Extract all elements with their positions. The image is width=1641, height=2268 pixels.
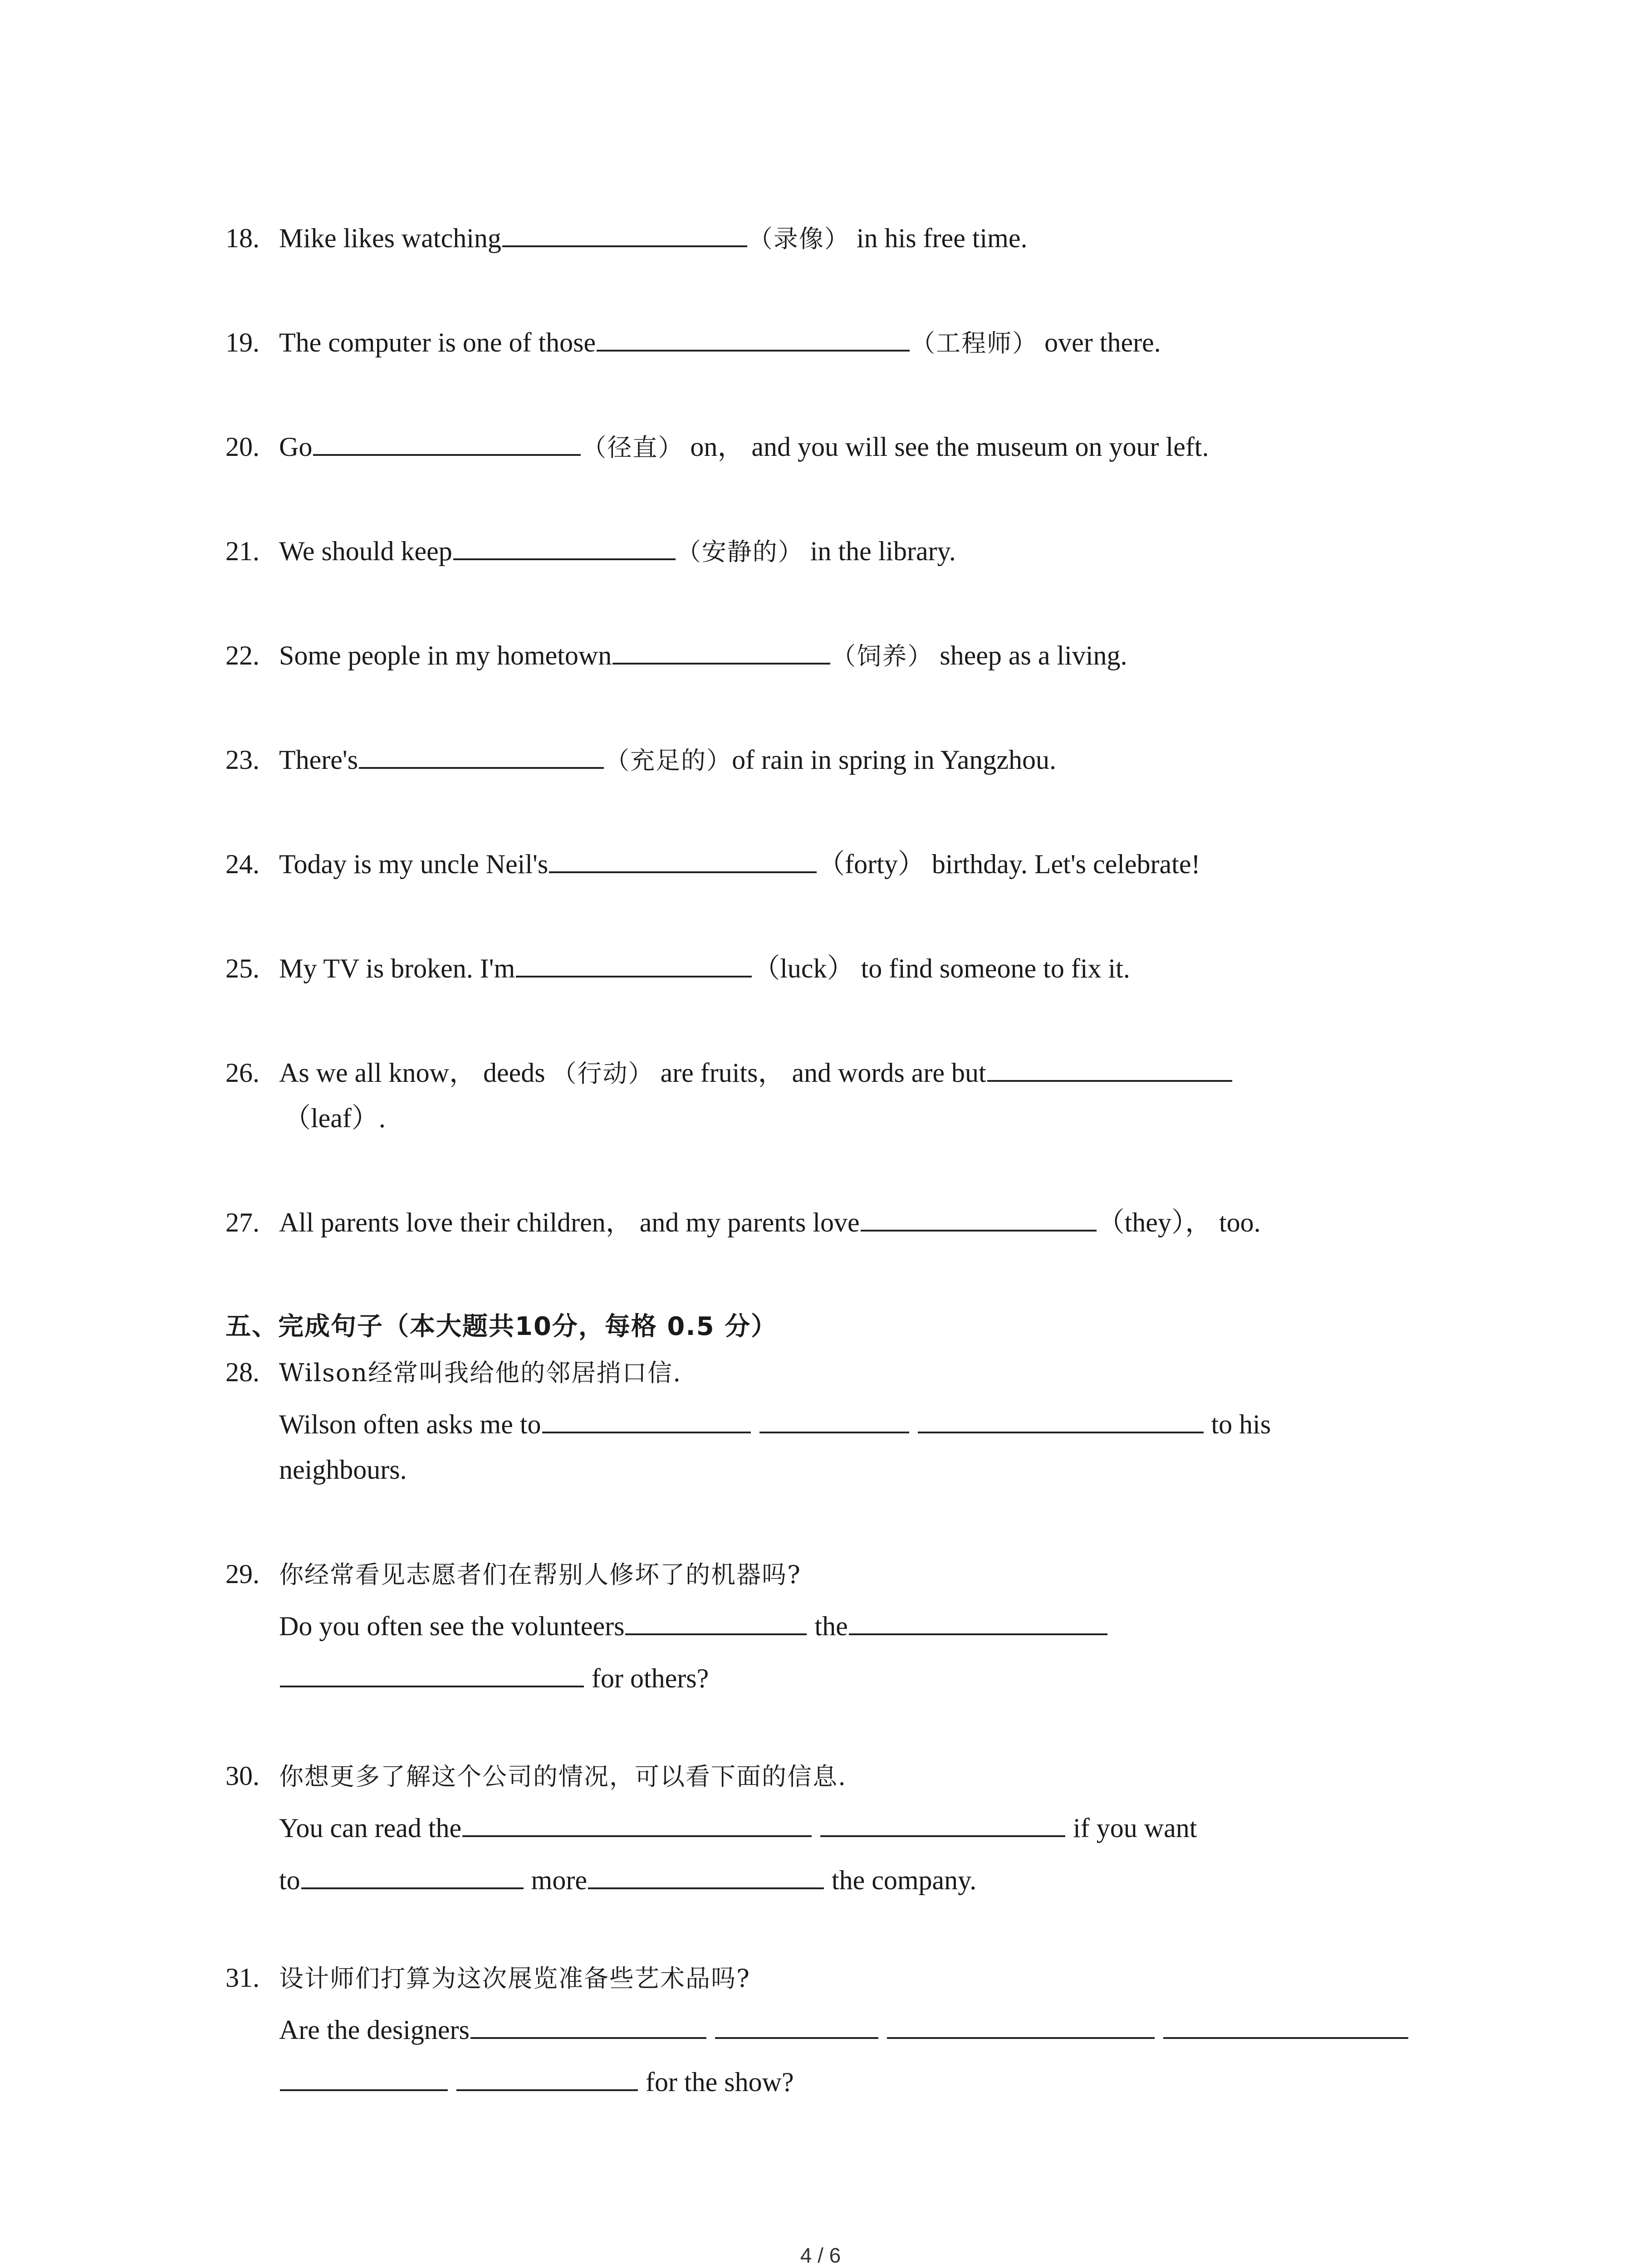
question-number: 29. [225, 1559, 260, 1589]
answer-blank[interactable] [1163, 2016, 1408, 2039]
question-number: 24. [225, 849, 260, 879]
sentence-text-mid: the [808, 1611, 848, 1641]
question-19 [225, 329, 1505, 356]
question-text: We should keep [279, 536, 452, 566]
chinese-prompt: Wilson经常叫我给他的邻居捎口信. [279, 1359, 682, 1387]
answer-blank[interactable] [359, 746, 604, 769]
chinese-prompt: 设计师们打算为这次展览准备些艺术品吗? [279, 1964, 750, 1993]
answer-blank[interactable] [453, 538, 676, 560]
question-text-end: of rain in spring in Yangzhou. [732, 745, 1057, 775]
answer-blank[interactable] [456, 2068, 638, 2091]
chinese-prompt: 你经常看见志愿者们在帮别人修坏了的机器吗? [279, 1560, 801, 1589]
question-text: There's [279, 745, 358, 775]
hint-text: （they）， [1097, 1207, 1212, 1237]
sentence-text-end: if you want [1066, 1813, 1197, 1843]
question-number: 22. [225, 640, 260, 670]
question-25 [225, 955, 1505, 982]
answer-blank[interactable] [715, 2016, 878, 2039]
answer-blank[interactable] [849, 1613, 1107, 1635]
hint-text: （径直） [582, 433, 684, 462]
hint-text: （饲养） [831, 642, 933, 670]
sentence-text: to [279, 1865, 300, 1895]
answer-blank[interactable] [820, 1814, 1065, 1837]
question-21 [225, 538, 1505, 565]
question-text-end: sheep as a living. [933, 640, 1127, 670]
question-18 [225, 225, 1505, 252]
hint-text: （录像） [748, 225, 850, 253]
question-22 [225, 642, 1505, 669]
question-text-end: to find someone to fix it. [854, 953, 1130, 983]
question-number: 28. [225, 1357, 260, 1387]
question-text: Today is my uncle Neil's [279, 849, 549, 879]
question-23 [225, 746, 1505, 773]
question-26 [225, 1059, 1505, 1086]
sentence-31-line-2 [279, 2068, 794, 2096]
sentence-text-end: for the show? [639, 2067, 794, 2097]
sentence-text: Are the designers [279, 2015, 470, 2045]
question-number: 21. [225, 536, 260, 566]
answer-blank[interactable] [597, 329, 910, 352]
question-24 [225, 850, 1505, 878]
sentence-31-line-1 [279, 2016, 1409, 2043]
sentence-text-end: the company. [824, 1865, 977, 1895]
question-text-end: in his free time. [849, 223, 1028, 253]
question-text-end: on， and you will see the museum on your left. [683, 432, 1209, 462]
question-27 [225, 1209, 1505, 1236]
answer-blank[interactable] [280, 2068, 448, 2091]
answer-blank[interactable] [502, 225, 747, 247]
question-number: 30. [225, 1761, 260, 1791]
question-text-end: too. [1212, 1207, 1261, 1237]
sentence-text: Do you often see the volunteers [279, 1611, 625, 1641]
question-number: 27. [225, 1207, 260, 1237]
question-number: 26. [225, 1058, 260, 1088]
answer-blank[interactable] [759, 1411, 909, 1433]
question-text-end: in the library. [803, 536, 956, 566]
answer-blank[interactable] [516, 955, 752, 978]
hint-text: （行动） [552, 1059, 654, 1088]
answer-blank[interactable] [861, 1209, 1097, 1232]
question-number: 31. [225, 1963, 260, 1993]
question-26-continuation: （leaf）. [284, 1103, 386, 1133]
sentence-30-line-1 [279, 1814, 1197, 1842]
answer-blank[interactable] [301, 1867, 524, 1889]
question-text: All parents love their children， and my parents love [279, 1207, 860, 1237]
question-text: Some people in my hometown [279, 640, 612, 670]
chinese-prompt: 你想更多了解这个公司的情况，可以看下面的信息. [279, 1762, 847, 1791]
sentence-text-end: to his [1204, 1409, 1271, 1439]
question-text: Go [279, 432, 313, 462]
hint-text: （luck） [753, 953, 854, 983]
answer-blank[interactable] [549, 850, 817, 873]
answer-blank[interactable] [588, 1867, 824, 1889]
answer-blank[interactable] [887, 2016, 1155, 2039]
answer-blank[interactable] [470, 2016, 706, 2039]
question-text: As we all know， deeds [279, 1058, 552, 1088]
sentence-text: Wilson often asks me to [279, 1409, 541, 1439]
question-text-end: birthday. Let's celebrate! [925, 849, 1200, 879]
sentence-28 [225, 1359, 1505, 1386]
answer-blank[interactable] [542, 1411, 751, 1433]
sentence-28-line-1 [279, 1411, 1271, 1438]
sentence-29-line-1 [279, 1613, 1108, 1640]
sentence-text: You can read the [279, 1813, 462, 1843]
question-text: The computer is one of those [279, 327, 596, 357]
answer-blank[interactable] [313, 433, 581, 456]
answer-blank[interactable] [625, 1613, 807, 1635]
hint-text: （forty） [818, 849, 925, 879]
answer-blank[interactable] [612, 642, 830, 665]
question-text: Mike likes watching [279, 223, 501, 253]
hint-text: （工程师） [911, 329, 1038, 357]
question-number: 19. [225, 327, 260, 357]
sentence-28-line-2: neighbours. [279, 1455, 407, 1485]
sentence-30 [225, 1762, 1505, 1789]
page-number: 4 / 6 [800, 2244, 841, 2267]
hint-text: （充足的） [605, 746, 732, 775]
question-number: 25. [225, 953, 260, 983]
answer-blank[interactable] [280, 1665, 584, 1687]
sentence-30-line-2 [279, 1867, 976, 1894]
answer-blank[interactable] [987, 1059, 1232, 1082]
question-text-end: are fruits， and words are but [653, 1058, 986, 1088]
sentence-29-line-2 [279, 1665, 709, 1692]
sentence-text-mid: more [524, 1865, 587, 1895]
sentence-31 [225, 1964, 1505, 1991]
answer-blank[interactable] [462, 1814, 812, 1837]
question-20 [225, 433, 1505, 460]
sentence-29 [225, 1560, 1505, 1588]
question-number: 23. [225, 745, 260, 775]
question-text: My TV is broken. I'm [279, 953, 515, 983]
question-text-end: over there. [1038, 327, 1161, 357]
question-number: 20. [225, 432, 260, 462]
question-number: 18. [225, 223, 260, 253]
section-title: 五、完成句子（本大题共10分，每格 0.5 分） [225, 1312, 778, 1341]
answer-blank[interactable] [918, 1411, 1204, 1433]
hint-text: （安静的） [676, 538, 803, 566]
sentence-text-end: for others? [585, 1663, 709, 1693]
